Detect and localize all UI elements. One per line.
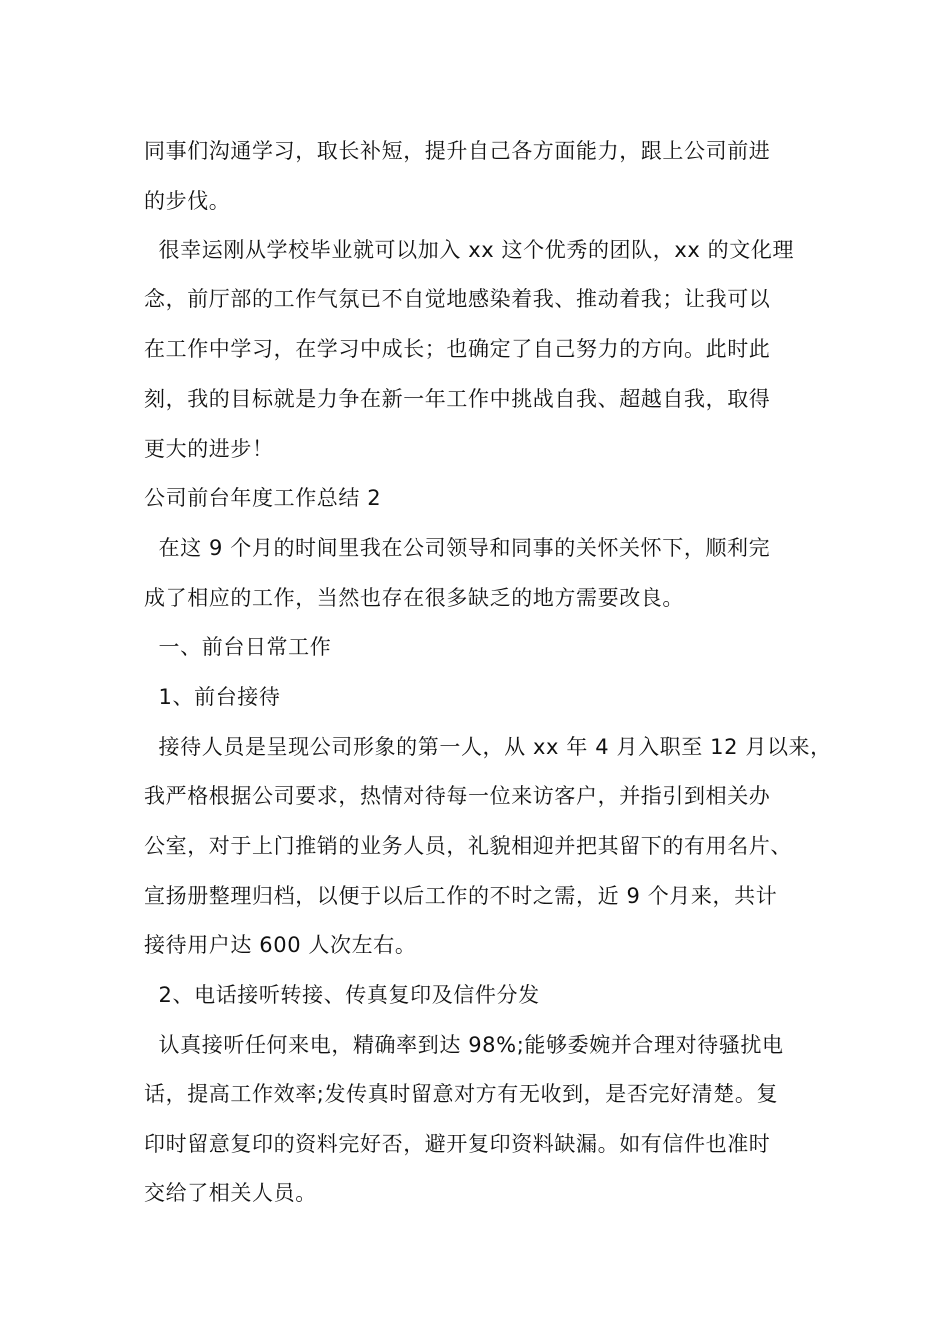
text-line: 宣扬册整理归档，以便于以后工作的不时之需，近 9 个月来，共计: [144, 884, 778, 908]
section-heading: 公司前台年度工作总结 2: [144, 486, 382, 510]
text-line: 话，提高工作效率;发传真时留意对方有无收到，是否完好清楚。复: [144, 1082, 779, 1106]
text-line: 交给了相关人员。: [144, 1181, 317, 1205]
text-line: 接待用户达 600 人次左右。: [144, 933, 417, 957]
text-line: 成了相应的工作，当然也存在很多缺乏的地方需要改良。: [144, 586, 684, 610]
text-line: 更大的进步！: [144, 437, 274, 461]
text-line: 公室，对于上门推销的业务人员，礼貌相迎并把其留下的有用名片、: [144, 834, 792, 858]
subheading: 1、前台接待: [144, 685, 281, 709]
text-line: 我严格根据公司要求，热情对待每一位来访客户，并指引到相关办: [144, 784, 771, 808]
text-line: 认真接听任何来电，精确率到达 98%;能够委婉并合理对待骚扰电: [144, 1033, 784, 1057]
text-line: 在工作中学习，在学习中成长；也确定了自己努力的方向。此时此: [144, 337, 771, 361]
subheading: 2、电话接听转接、传真复印及信件分发: [144, 983, 540, 1007]
subheading: 一、前台日常工作: [144, 635, 332, 659]
text-line: 念，前厅部的工作气氛已不自觉地感染着我、推动着我；让我可以: [144, 287, 771, 311]
text-line: 同事们沟通学习，取长补短，提升自己各方面能力，跟上公司前进: [144, 139, 771, 163]
text-line: 接待人员是呈现公司形象的第一人，从 xx 年 4 月入职至 12 月以来，: [144, 735, 832, 759]
text-line: 的步伐。: [144, 189, 231, 213]
text-line: 刻，我的目标就是力争在新一年工作中挑战自我、超越自我，取得: [144, 387, 771, 411]
text-line: 印时留意复印的资料完好否，避开复印资料缺漏。如有信件也准时: [144, 1132, 771, 1156]
text-line: 很幸运刚从学校毕业就可以加入 xx 这个优秀的团队，xx 的文化理: [144, 238, 795, 262]
text-line: 在这 9 个月的时间里我在公司领导和同事的关怀关怀下，顺利完: [144, 536, 771, 560]
